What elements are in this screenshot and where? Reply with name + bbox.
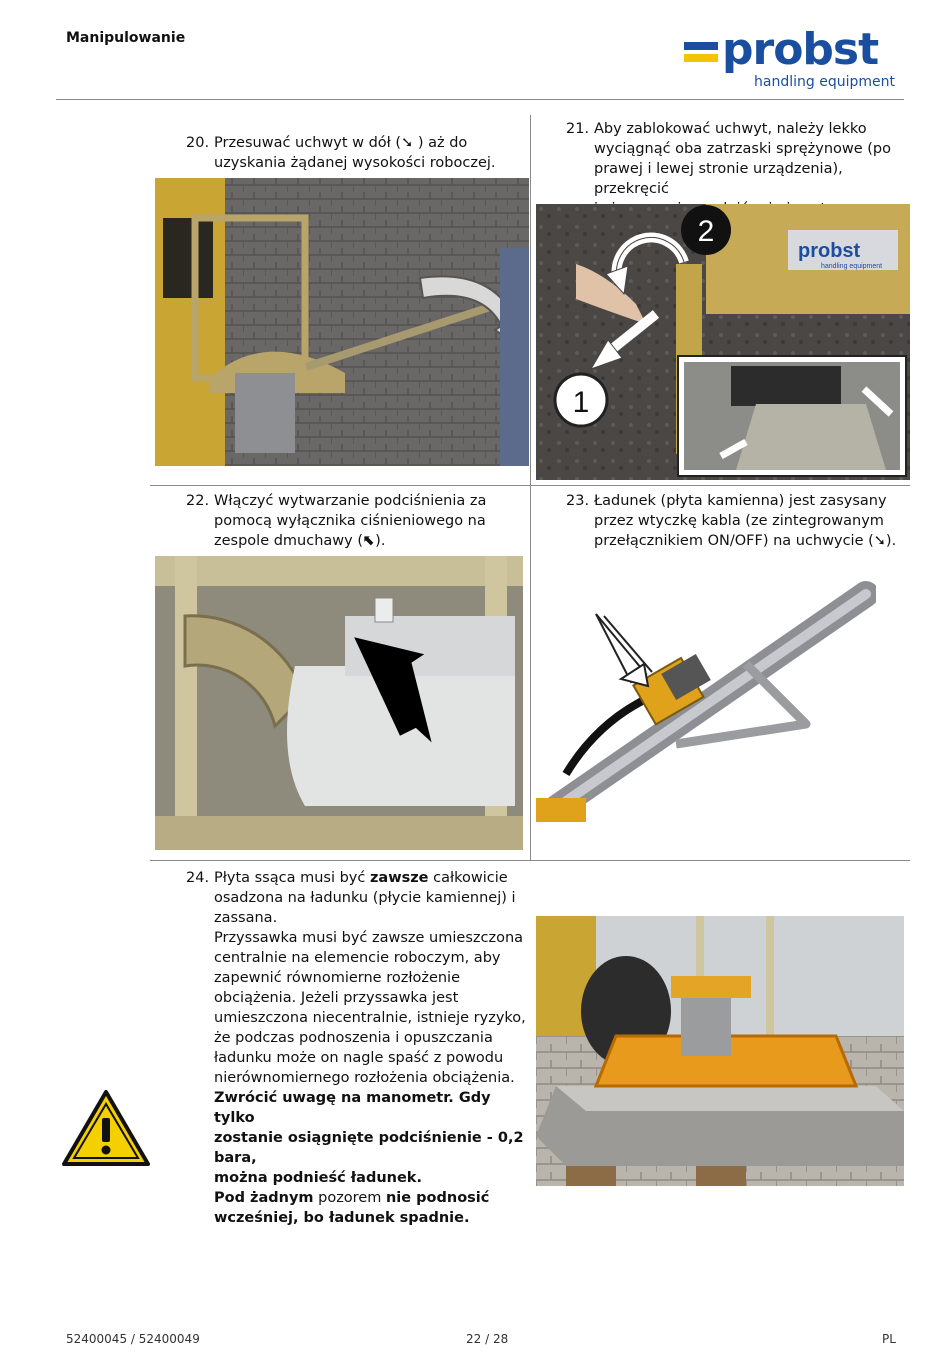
photo-pressure-switch <box>155 556 523 850</box>
step-text: centralnie na elemencie roboczym, aby <box>214 950 501 966</box>
step-number: 21. <box>566 121 590 137</box>
step-text: pomocą wyłącznika ciśnieniowego na <box>214 513 486 529</box>
step-text: całkowicie <box>428 870 508 886</box>
arrow-down-right-icon: ➘ <box>873 533 886 549</box>
header-divider <box>56 99 904 100</box>
probst-logo <box>684 24 896 92</box>
step-text: Płyta ssąca musi być <box>214 870 370 886</box>
step-text: Aby zablokować uchwyt, należy lekko <box>594 121 867 137</box>
warning-text: nie podnosić <box>385 1190 490 1206</box>
step-text: ). <box>885 533 897 549</box>
step-text: ładunku może on nagle spaść z powodu <box>214 1050 504 1066</box>
plate-logo-tagline: handling equipment <box>821 263 883 270</box>
step-text: przez wtyczkę kabla (ze zintegrowanym <box>594 513 884 529</box>
step-number: 23. <box>566 493 590 509</box>
arrow-down-right-icon: ➘ <box>401 135 414 151</box>
step-text: Włączyć wytwarzanie podciśnienia za <box>214 493 487 509</box>
step-text: zespole dmuchawy ( <box>214 533 363 549</box>
step-text: że podczas podnoszenia i opuszczania <box>214 1030 493 1046</box>
step-text: przełącznikiem ON/OFF) na uchwycie ( <box>594 533 874 549</box>
callout-number-2: 2 <box>697 215 715 248</box>
step-text: ) aż do <box>413 135 468 151</box>
footer-page-number: 22 / 28 <box>466 1332 509 1346</box>
step-21 <box>566 119 906 201</box>
step-text: Przesuwać uchwyt w dół ( <box>214 135 402 151</box>
warning-text: wcześniej, bo ładunek spadnie. <box>214 1210 470 1226</box>
step-text: prawej i lewej stronie urządzenia), przekręcić <box>594 161 843 197</box>
step-text: nierównomiernego rozłożenia obciążenia. <box>214 1070 515 1086</box>
step-24 <box>186 868 526 1226</box>
step-text: uzyskania żądanej wysokości roboczej. <box>214 155 496 171</box>
row-divider-2 <box>150 860 910 861</box>
logo-bar-yellow <box>684 54 718 62</box>
warning-triangle-icon <box>62 1090 150 1166</box>
step-text: pozorem <box>313 1190 386 1206</box>
warning-text: Zwrócić uwagę na manometr. Gdy tylko <box>214 1090 491 1126</box>
warning-text: można podnieść ładunek. <box>214 1170 422 1186</box>
step-text: Przyssawka musi być zawsze umieszczona <box>214 930 524 946</box>
step-text: obciążenia. Jeżeli przyssawka jest <box>214 990 459 1006</box>
step-20 <box>186 133 526 175</box>
photo-spring-latch <box>536 204 910 480</box>
row-divider-1 <box>150 485 910 486</box>
step-number: 24. <box>186 870 210 886</box>
step-text: Ładunek (płyta kamienna) jest zasysany <box>594 493 887 509</box>
plate-logo-text: probst <box>798 240 861 262</box>
logo-word: probst <box>722 24 879 75</box>
logo-tagline: handling equipment <box>754 74 895 90</box>
illustration-handle-switch <box>536 574 876 822</box>
callout-number-1: 1 <box>572 386 590 419</box>
page-header-title: Manipulowanie <box>66 30 186 46</box>
step-number: 22. <box>186 493 210 509</box>
warning-text: zostanie osiągnięte podciśnienie - 0,2 bara, <box>214 1130 524 1166</box>
step-text: osadzona na ładunku (płycie kamiennej) i <box>214 890 516 906</box>
warning-text: Pod żadnym <box>214 1190 314 1206</box>
step-text: ). <box>375 533 386 549</box>
step-text: zassana. <box>214 910 278 926</box>
arrow-up-left-icon: ⬉ <box>363 533 376 549</box>
step-22 <box>186 491 526 553</box>
footer-doc-number: 52400045 / 52400049 <box>66 1332 200 1346</box>
photo-lowering-handle <box>155 178 529 466</box>
step-number: 20. <box>186 135 210 151</box>
step-text: zapewnić równomierne rozłożenie <box>214 970 461 986</box>
photo-vacuum-plate-on-stone <box>536 916 904 1186</box>
step-23 <box>566 491 906 553</box>
logo-bar-blue <box>684 42 718 50</box>
step-text: umieszczona niecentralnie, istnieje ryzyko, <box>214 1010 526 1026</box>
footer-language: PL <box>882 1332 896 1346</box>
column-divider <box>530 115 531 860</box>
step-text: wyciągnąć oba zatrzaski sprężynowe (po <box>594 141 892 157</box>
emphasis-text: zawsze <box>369 870 429 886</box>
